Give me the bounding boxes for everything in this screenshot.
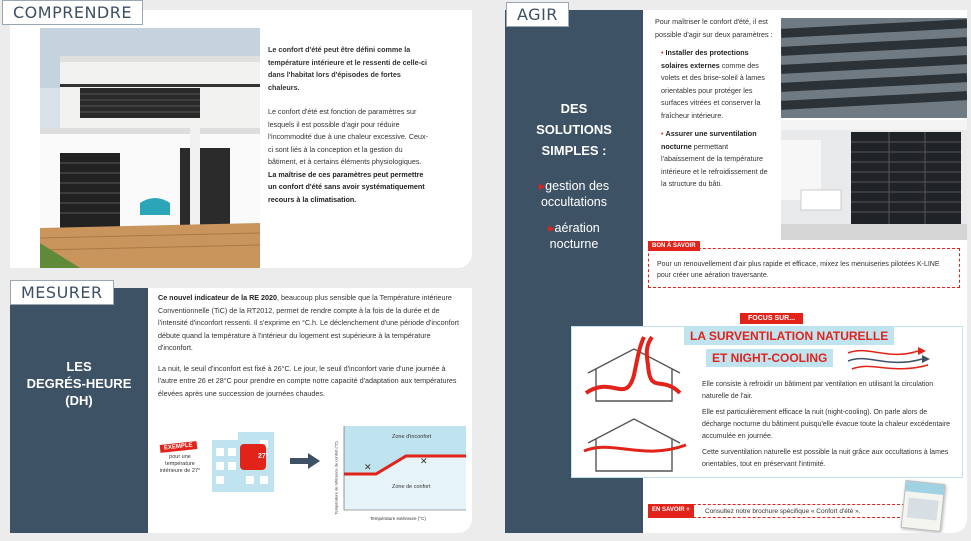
- bon-a-savoir-text: Pour un renouvellement d'air plus rapide et efficace, mixez les menuiseries pilotées K-LINE pour créer une aération traversante.: [657, 261, 940, 279]
- comprendre-para2-bold: La maîtrise de ces paramètres peut permettre un confort d'été sans avoir systématiquement recours à la climatisation.: [268, 169, 425, 204]
- mesurer-text: [158, 292, 462, 400]
- agir-item1-bold: Installer des protections solaires externes: [661, 48, 749, 70]
- comprendre-para1: Le confort d'été peut être défini comme la température intérieure et le ressenti de celle-ci dans l'habitat lors d'épisodes de fortes chaleurs.: [268, 45, 427, 92]
- en-savoir-plus-text: Consultez notre brochure spécifique « Confort d'été ».: [705, 508, 861, 515]
- agir-intro: Pour maîtriser le confort d'été, il est possible d'agir sur deux paramètres :: [655, 17, 773, 39]
- focus-p2: Elle est particulièrement efficace la nuit (night-cooling). On parle alors de décharge nocturne du bâtiment puisqu'elle évacue toute la chaleur excédentaire accumulée en journée.: [702, 409, 951, 440]
- mesurer-title-line2: DEGRÉS-HEURE: [26, 376, 132, 391]
- louvres-photo: [781, 18, 967, 118]
- exemple-text: pour une température intérieure de 27°: [159, 454, 201, 474]
- mesurer-para1-bold: Ce nouvel indicateur de la RE 2020: [158, 293, 278, 302]
- comprendre-text: [268, 44, 428, 206]
- agir-item2-text: permettant l'abaissement de la température intérieure et le refroidissement de la structure du bâti.: [661, 141, 768, 188]
- focus-p3: Cette surventilation naturelle est possible la nuit grâce aux occultations à lames orientables, tout en préservant l'intimité.: [702, 449, 949, 468]
- agir-bullet2: [505, 220, 643, 252]
- mesurer-title-line1: LES: [66, 359, 92, 374]
- agir-title-line1: DES: [560, 101, 588, 116]
- mesurer-sidebar: [10, 288, 148, 533]
- house-photo: [40, 28, 260, 268]
- bon-a-savoir-label: BON À SAVOIR: [648, 241, 700, 251]
- agir-item2-bold: Assurer une surventilation nocturne: [661, 129, 757, 151]
- dh-chart: [326, 422, 470, 526]
- tab-mesurer: MESURER: [10, 280, 114, 305]
- mesurer-title-line3: (DH): [65, 393, 93, 408]
- comprendre-para2-text: Le confort d'été est fonction de paramètres sur lesquels il est possible d'agir pour réduire l'incommodité due à une chaleur excessive. Ceux-ci sont liés à la conception et la gestion du bâtiment, et à certains éléments physiologiques.: [268, 107, 428, 166]
- agir-item1-text: comme des volets et des brise-soleil à lames orientables pour protéger les surfaces vitrées et conserver la fraîcheur intérieure.: [661, 60, 765, 120]
- chart-zone-inconfort: Zone d'inconfort: [392, 434, 432, 440]
- chart-ylabel: Température de référence de confort (°C): [333, 441, 339, 515]
- interior-shutters-photo: [781, 120, 967, 240]
- agir-item2: [655, 128, 773, 191]
- svg-text:✕: ✕: [364, 462, 372, 472]
- thermo-value: 27°: [258, 453, 269, 460]
- focus-title2: ET NIGHT-COOLING: [706, 349, 833, 367]
- agir-item1: [655, 47, 773, 122]
- agir-panel: [505, 10, 967, 533]
- focus-illustration: [582, 335, 694, 475]
- focus-badge: FOCUS SUR...: [740, 313, 803, 324]
- arrow-right-icon: [290, 453, 320, 469]
- bullet-arrow-icon: ▸: [548, 221, 555, 235]
- agir-title-line2: SOLUTIONS: [536, 122, 612, 137]
- focus-text: [702, 379, 954, 471]
- mesurer-para1-text: , beaucoup plus sensible que la Température intérieure Conventionnelle (TiC) de la RT2012, permet de rendre compte à la fois de la durée et de l'intensité d'inconfort ressenti. Il s'exprime en °C.h. Le déclenchement d'une période d'inconfort débute quand la température à l'intérieur du logement est supérieure à la température d'inconfort.: [158, 293, 459, 352]
- wind-arrows-icon: [848, 345, 934, 375]
- mesurer-para2: La nuit, le seuil d'inconfort est fixé à 26°C. Le jour, le seuil d'inconfort varie d'une journée à l'autre entre 26 et 28°C pour prendre en compte notre capacité d'adaptation aux températures élevées après une succession de journées chaudes.: [158, 363, 457, 398]
- mesurer-title: [10, 358, 148, 409]
- mesurer-para1: [158, 292, 462, 355]
- building-icon: [208, 430, 278, 492]
- agir-text: [655, 16, 773, 191]
- agir-title-line3: SIMPLES :: [541, 143, 607, 158]
- agir-title: [505, 98, 643, 161]
- en-savoir-plus-label: EN SAVOIR +: [648, 504, 694, 518]
- tab-comprendre: COMPRENDRE: [2, 0, 143, 25]
- comprendre-panel: [10, 10, 472, 268]
- tab-agir: AGIR: [506, 2, 569, 27]
- brochure-image: [901, 480, 946, 532]
- comprendre-para2: [268, 106, 428, 206]
- bullet-dot-icon: •: [661, 129, 666, 138]
- agir-bullet2-text: aération nocturne: [549, 221, 600, 251]
- en-savoir-plus-link[interactable]: [648, 504, 910, 518]
- bullet-dot-icon: •: [661, 48, 666, 57]
- agir-bullet1-text: gestion des occultations: [540, 179, 610, 209]
- bon-a-savoir-box: [648, 243, 960, 288]
- mesurer-panel: [10, 288, 472, 533]
- chart-xlabel: Température extérieure (°C): [370, 516, 426, 521]
- agir-bullet1: [505, 178, 643, 210]
- agir-bullets: [505, 178, 643, 252]
- svg-text:✕: ✕: [420, 456, 428, 466]
- focus-box: [571, 315, 963, 478]
- focus-p1: Elle consiste à refroidir un bâtiment par ventilation en utilisant la circulation naturelle de l'air.: [702, 381, 934, 400]
- bullet-arrow-icon: ▸: [538, 179, 546, 193]
- chart-zone-confort: Zone de confort: [392, 484, 431, 490]
- focus-title1: LA SURVENTILATION NATURELLE: [684, 327, 894, 345]
- exemple-badge: EXEMPLE: [160, 441, 197, 453]
